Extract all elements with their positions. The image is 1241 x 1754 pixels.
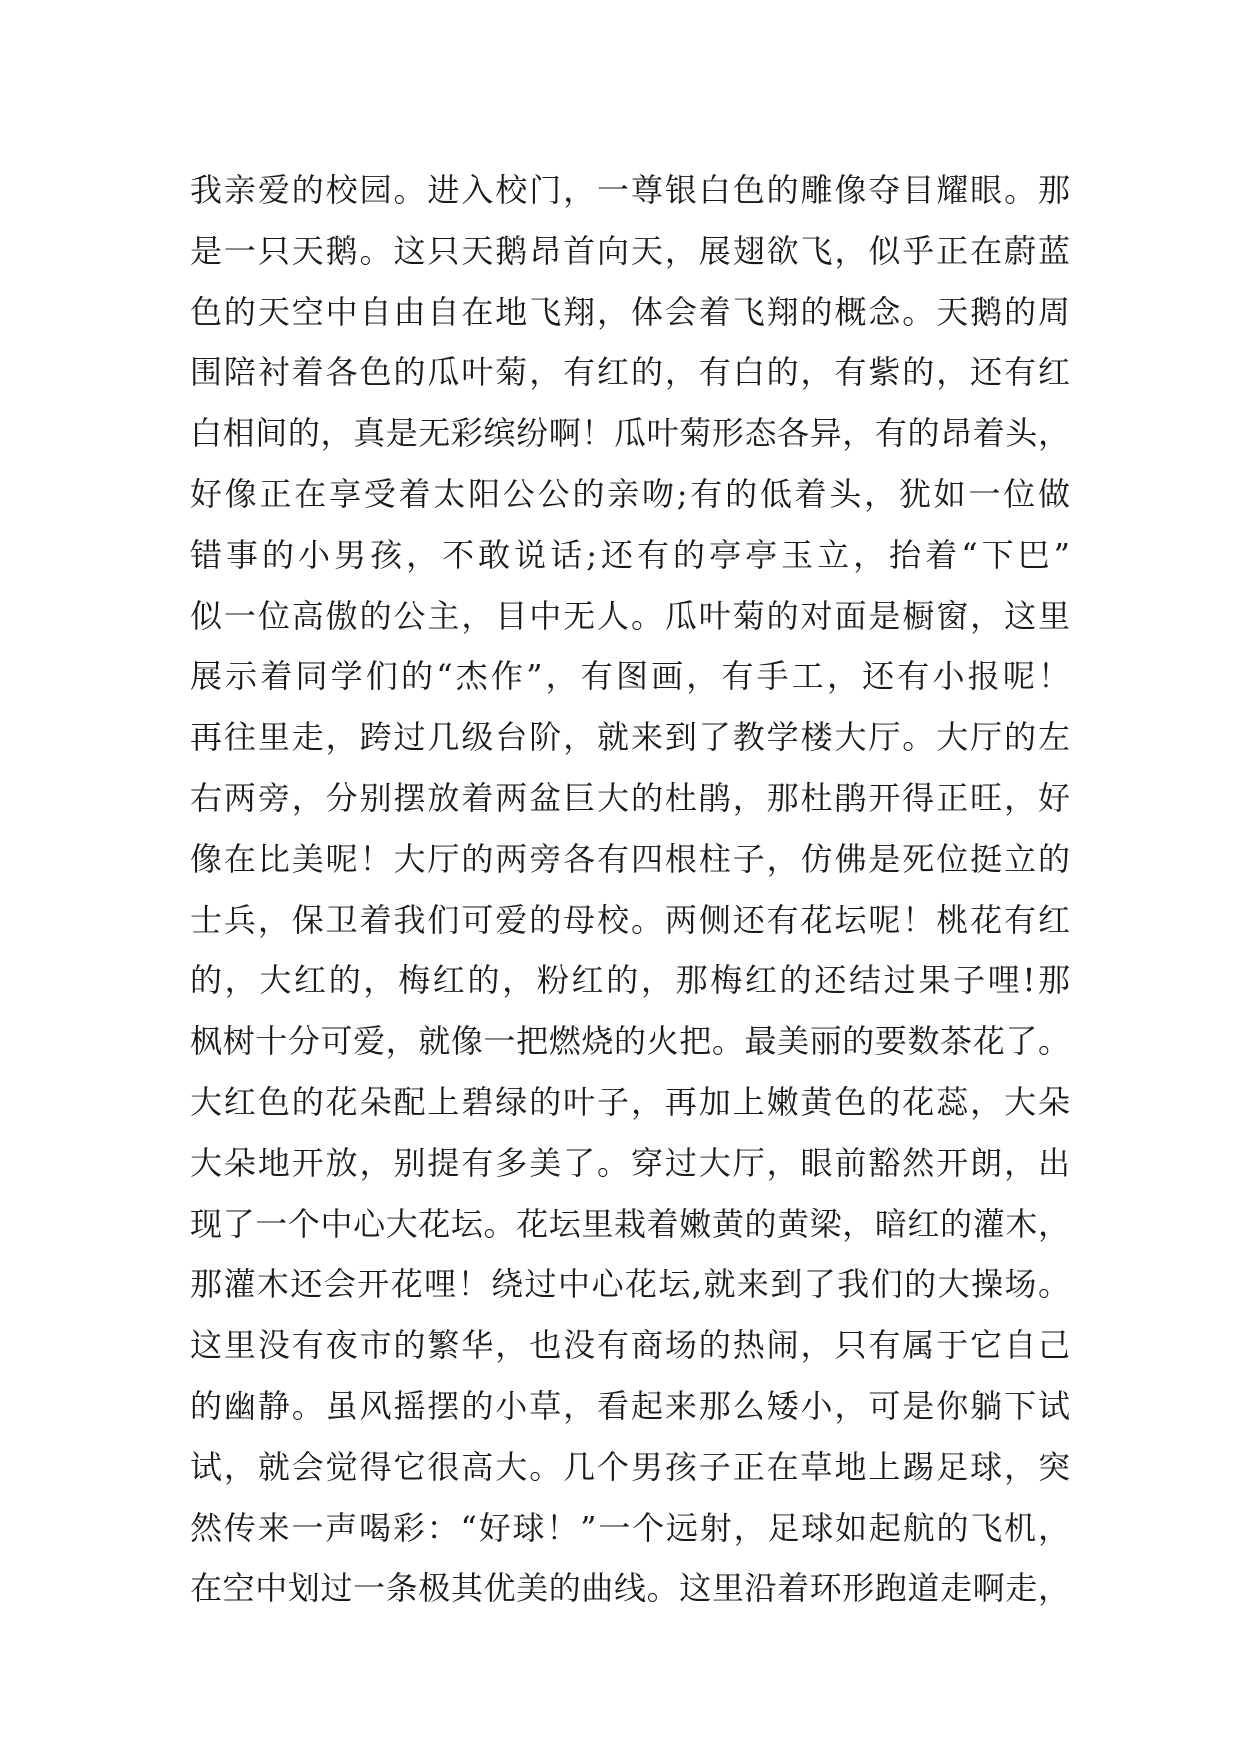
- text-line: 士兵，保卫着我们可爱的母校。两侧还有花坛呢！桃花有红: [190, 900, 1070, 939]
- text-line: 大红色的花朵配上碧绿的叶子，再加上嫩黄色的花蕊，大朵: [190, 1082, 1070, 1121]
- text-line: 试，就会觉得它很高大。几个男孩子正在草地上踢足球，突: [190, 1447, 1070, 1486]
- text-line: 那灌木还会开花哩！绕过中心花坛,就来到了我们的大操场。: [190, 1265, 1070, 1304]
- text-line: 在空中划过一条极其优美的曲线。这里沿着环形跑道走啊走，: [190, 1569, 1070, 1608]
- text-line: 然传来一声喝彩：“好球！”一个远射，足球如起航的飞机，: [190, 1508, 1070, 1547]
- text-line: 围陪衬着各色的瓜叶菊，有红的，有白的，有紫的，还有红: [190, 353, 1070, 392]
- text-line: 像在比美呢！大厅的两旁各有四根柱子，仿佛是死位挺立的: [190, 839, 1070, 878]
- text-line: 再往里走，跨过几级台阶，就来到了教学楼大厅。大厅的左: [190, 718, 1070, 757]
- text-line: 白相间的，真是无彩缤纷啊！瓜叶菊形态各异，有的昂着头，: [190, 414, 1070, 453]
- text-line: 错事的小男孩，不敢说话;还有的亭亭玉立，抬着“下巴”: [190, 535, 1070, 574]
- text-line: 大朵地开放，别提有多美了。穿过大厅，眼前豁然开朗，出: [190, 1143, 1070, 1182]
- text-line: 右两旁，分别摆放着两盆巨大的杜鹃，那杜鹃开得正旺，好: [190, 778, 1070, 817]
- text-line: 这里没有夜市的繁华，也没有商场的热闹，只有属于它自己: [190, 1326, 1070, 1365]
- article-body: [190, 160, 1070, 1619]
- text-line: 似一位高傲的公主，目中无人。瓜叶菊的对面是橱窗，这里: [190, 596, 1070, 635]
- text-line: 枫树十分可爱，就像一把燃烧的火把。最美丽的要数茶花了。: [190, 1022, 1070, 1061]
- text-line: 的幽静。虽风摇摆的小草，看起来那么矮小，可是你躺下试: [190, 1386, 1070, 1425]
- text-line: 色的天空中自由自在地飞翔，体会着飞翔的概念。天鹅的周: [190, 292, 1070, 331]
- text-line: 的，大红的，梅红的，粉红的，那梅红的还结过果子哩!那: [190, 961, 1070, 1000]
- text-line: 是一只天鹅。这只天鹅昂首向天，展翅欲飞，似乎正在蔚蓝: [190, 231, 1070, 270]
- text-line: 现了一个中心大花坛。花坛里栽着嫩黄的黄梁，暗红的灌木，: [190, 1204, 1070, 1243]
- text-line: 好像正在享受着太阳公公的亲吻;有的低着头，犹如一位做: [190, 474, 1070, 513]
- text-line: 我亲爱的校园。进入校门，一尊银白色的雕像夺目耀眼。那: [190, 171, 1070, 209]
- text-line: 展示着同学们的“杰作”，有图画，有手工，还有小报呢！: [190, 657, 1070, 696]
